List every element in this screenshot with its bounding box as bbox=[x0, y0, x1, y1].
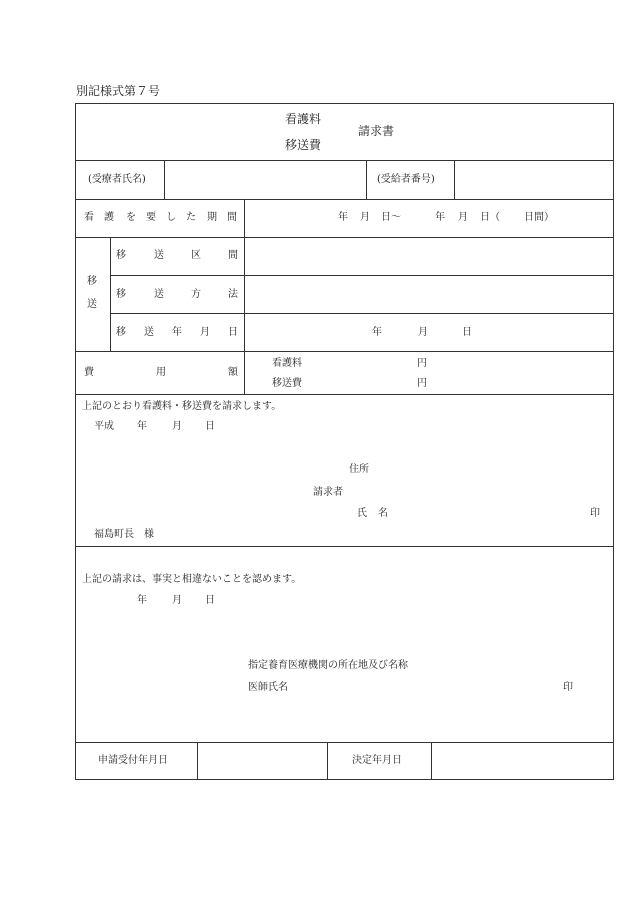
period-label-char: し bbox=[166, 212, 176, 223]
claim-seal: 印 bbox=[590, 508, 600, 519]
period-from-day: 日〜 bbox=[381, 212, 401, 223]
transfer-method-char: 方 bbox=[191, 289, 201, 300]
patient-name-label: (受療者氏名) bbox=[88, 174, 146, 185]
rule-after-title bbox=[76, 160, 613, 161]
amount-transfer-yen: 円 bbox=[417, 378, 427, 389]
period-from-year: 年 bbox=[338, 212, 348, 223]
rule-after-patient bbox=[76, 199, 613, 200]
claim-month: 月 bbox=[172, 421, 182, 432]
amount-label-char: 用 bbox=[156, 367, 166, 378]
transfer-date-day: 日 bbox=[462, 327, 472, 338]
rule-after-claim bbox=[76, 546, 613, 547]
certify-year: 年 bbox=[137, 595, 147, 606]
certify-seal: 印 bbox=[563, 682, 573, 693]
transfer-date-char: 月 bbox=[200, 327, 210, 338]
certify-institution-label: 指定養育医療機関の所在地及び名称 bbox=[248, 660, 408, 671]
transfer-section-char: 移 bbox=[116, 250, 126, 261]
title-transfer: 移送費 bbox=[285, 138, 322, 152]
period-label-char: た bbox=[186, 212, 196, 223]
rule-footer-b bbox=[327, 742, 328, 779]
amount-transfer-label: 移送費 bbox=[272, 378, 302, 389]
transfer-date-month: 月 bbox=[418, 327, 428, 338]
transfer-date-char: 移 bbox=[116, 327, 126, 338]
form-label: 別記様式第７号 bbox=[76, 84, 161, 98]
rule-patient-a bbox=[164, 160, 165, 199]
rule-after-transfer bbox=[76, 351, 613, 352]
transfer-section-char: 間 bbox=[228, 250, 238, 261]
decided-date-label: 決定年月日 bbox=[352, 755, 402, 766]
rule-footer-a bbox=[197, 742, 198, 779]
claim-claimant-label: 請求者 bbox=[313, 487, 343, 498]
transfer-date-char: 年 bbox=[172, 327, 182, 338]
rule-footer-c bbox=[431, 742, 432, 779]
claim-era: 平成 bbox=[94, 421, 114, 432]
title-nursing: 看護料 bbox=[285, 112, 322, 126]
amount-label-char: 費 bbox=[84, 367, 94, 378]
period-to-day: 日（ bbox=[480, 212, 500, 223]
amount-nursing-label: 看護料 bbox=[272, 358, 302, 369]
certify-day: 日 bbox=[205, 595, 215, 606]
rule-after-certify bbox=[76, 742, 613, 743]
period-label-char: 期 bbox=[207, 212, 217, 223]
rule-label-col bbox=[244, 199, 245, 394]
rule-after-period bbox=[76, 237, 613, 238]
title-main: 請求書 bbox=[358, 124, 395, 138]
period-days: 日間） bbox=[524, 212, 554, 223]
period-label-char: 護 bbox=[104, 212, 114, 223]
recipient-no-label: (受給者番号) bbox=[377, 174, 435, 185]
transfer-date-char: 送 bbox=[144, 327, 154, 338]
claim-name-char: 氏 bbox=[357, 508, 367, 519]
transfer-method-char: 法 bbox=[228, 289, 238, 300]
period-to-year: 年 bbox=[435, 212, 445, 223]
rule-transfer-2 bbox=[110, 313, 613, 314]
claim-addressee: 福島町長 様 bbox=[94, 529, 154, 540]
certify-doctor-label: 医師氏名 bbox=[248, 682, 288, 693]
transfer-group-char: 送 bbox=[87, 299, 97, 310]
transfer-date-year: 年 bbox=[372, 327, 382, 338]
certify-statement: 上記の請求は、事実と相違ないことを認めます。 bbox=[82, 574, 302, 585]
transfer-date-char: 日 bbox=[228, 327, 238, 338]
period-to-month: 月 bbox=[458, 212, 468, 223]
rule-patient-c bbox=[454, 160, 455, 199]
claim-day: 日 bbox=[205, 421, 215, 432]
rule-patient-b bbox=[366, 160, 367, 199]
claim-statement: 上記のとおり看護料・移送費を請求します。 bbox=[82, 401, 282, 412]
claim-year: 年 bbox=[137, 421, 147, 432]
transfer-method-char: 送 bbox=[154, 289, 164, 300]
transfer-section-char: 送 bbox=[154, 250, 164, 261]
transfer-group-char: 移 bbox=[87, 276, 97, 287]
rule-after-amount bbox=[76, 394, 613, 395]
received-date-label: 申請受付年月日 bbox=[98, 755, 168, 766]
certify-month: 月 bbox=[172, 595, 182, 606]
rule-transfer-1 bbox=[110, 275, 613, 276]
amount-label-char: 額 bbox=[228, 367, 238, 378]
claim-form bbox=[75, 103, 614, 780]
claim-name-char: 名 bbox=[378, 508, 388, 519]
period-label-char: 間 bbox=[227, 212, 237, 223]
period-label-char: を bbox=[126, 212, 136, 223]
amount-nursing-yen: 円 bbox=[417, 358, 427, 369]
transfer-method-char: 移 bbox=[116, 289, 126, 300]
transfer-section-char: 区 bbox=[191, 250, 201, 261]
rule-transfer-group bbox=[110, 237, 111, 351]
period-from-month: 月 bbox=[360, 212, 370, 223]
claim-address-label: 住所 bbox=[349, 464, 369, 475]
period-label-char: 看 bbox=[84, 212, 94, 223]
period-label-char: 要 bbox=[146, 212, 156, 223]
